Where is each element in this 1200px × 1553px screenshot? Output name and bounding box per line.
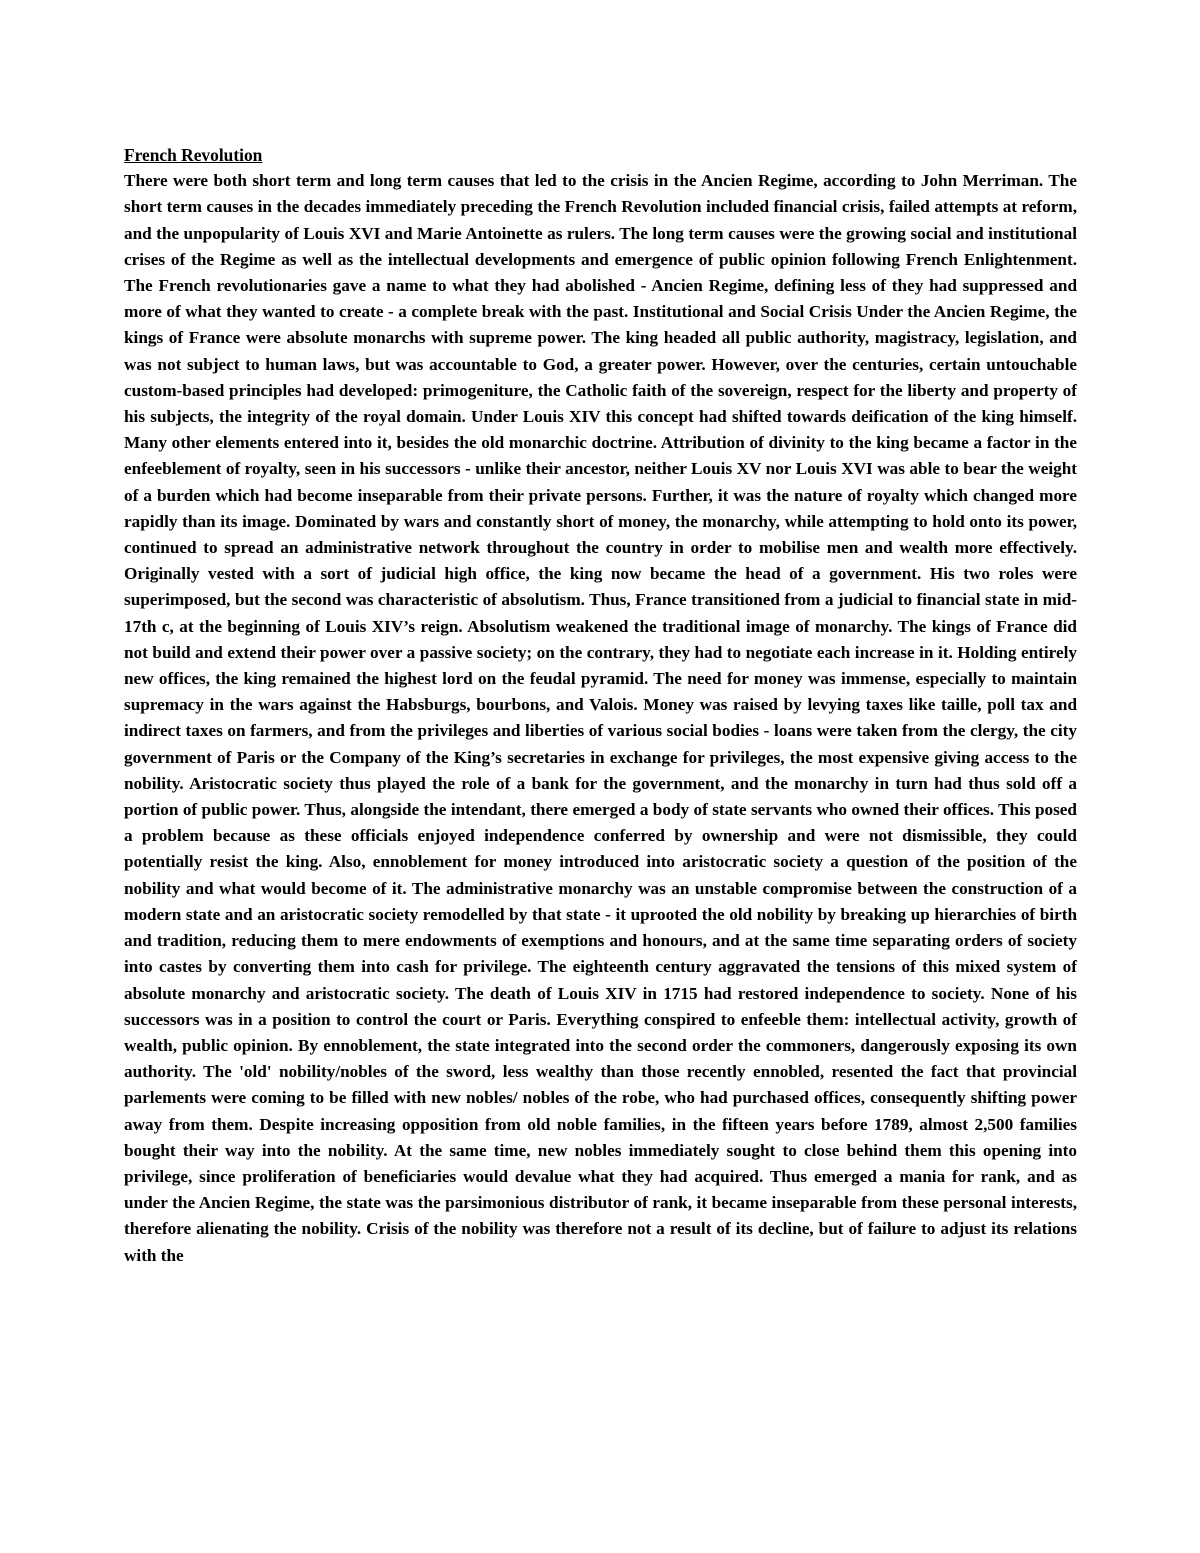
- document-page: [124, 142, 1077, 1269]
- document-title: French Revolution: [124, 145, 263, 165]
- body-paragraph: There were both short term and long term causes that led to the crisis in the Ancien Regime, according to John Merriman. The short term causes in the decades immediately preceding the French Revolution included financial crisis, failed attempts at reform, and the unpopularity of Louis XVI and Marie Antoinette as rulers. The long term causes were the growing social and institutional crises of the Regime as well as the intellectual developments and emergence of public opinion following French Enlightenment. The French revolutionaries gave a name to what they had abolished - Ancien Regime, defining less of they had suppressed and more of what they wanted to create - a complete break with the past. Institutional and Social Crisis Under the Ancien Regime, the kings of France were absolute monarchs with supreme power. The king headed all public authority, magistracy, legislation, and was not subject to human laws, but was accountable to God, a greater power. However, over the centuries, certain untouchable custom-based principles had developed: primogeniture, the Catholic faith of the sovereign, respect for the liberty and property of his subjects, the integrity of the royal domain. Under Louis XIV this concept had shifted towards deification of the king himself. Many other elements entered into it, besides the old monarchic doctrine. Attribution of divinity to the king became a factor in the enfeeblement of royalty, seen in his successors - unlike their ancestor, neither Louis XV nor Louis XVI was able to bear the weight of a burden which had become inseparable from their private persons. Further, it was the nature of royalty which changed more rapidly than its image. Dominated by wars and constantly short of money, the monarchy, while attempting to hold onto its power, continued to spread an administrative network throughout the country in order to mobilise men and wealth more effectively. Originally vested with a sort of judicial high office, the king now became the head of a government. His two roles were superimposed, but the second was characteristic of absolutism. Thus, France transitioned from a judicial to financial state in mid-17th c, at the beginning of Louis XIV’s reign. Absolutism weakened the traditional image of monarchy. The kings of France did not build and extend their power over a passive society; on the contrary, they had to negotiate each increase in it. Holding entirely new offices, the king remained the highest lord on the feudal pyramid. The need for money was immense, especially to maintain supremacy in the wars against the Habsburgs, bourbons, and Valois. Money was raised by levying taxes like taille, poll tax and indirect taxes on farmers, and from the privileges and liberties of various social bodies - loans were taken from the clergy, the city government of Paris or the Company of the King’s secretaries in exchange for privileges, the most expensive giving access to the nobility. Aristocratic society thus played the role of a bank for the government, and the monarchy in turn had thus sold off a portion of public power. Thus, alongside the intendant, there emerged a body of state servants who owned their offices. This posed a problem because as these officials enjoyed independence conferred by ownership and were not dismissible, they could potentially resist the king. Also, ennoblement for money introduced into aristocratic society a question of the position of the nobility and what would become of it. The administrative monarchy was an unstable compromise between the construction of a modern state and an aristocratic society remodelled by that state - it uprooted the old nobility by breaking up hierarchies of birth and tradition, reducing them to mere endowments of exemptions and honours, and at the same time separating orders of society into castes by converting them into cash for privilege. The eighteenth century aggravated the tensions of this mixed system of absolute monarchy and aristocratic society. The death of Louis XIV in 1715 had restored independence to society. None of his successors was in a position to control the court or Paris. Everything conspired to enfeeble them: intellectual activity, growth of wealth, public opinion. By ennoblement, the state integrated into the second order the commoners, dangerously exposing its own authority. The 'old' nobility/nobles of the sword, less wealthy than those recently ennobled, resented the fact that provincial parlements were coming to be filled with new nobles/ nobles of the robe, who had purchased offices, consequently shifting power away from them. Despite increasing opposition from old noble families, in the fifteen years before 1789, almost 2,500 families bought their way into the nobility. At the same time, new nobles immediately sought to close behind them this opening into privilege, since proliferation of beneficiaries would devalue what they had acquired. Thus emerged a mania for rank, and as under the Ancien Regime, the state was the parsimonious distributor of rank, it became inseparable from these personal interests, therefore alienating the nobility. Crisis of the nobility was therefore not a result of its decline, but of failure to adjust its relations with the: [124, 171, 1077, 1265]
